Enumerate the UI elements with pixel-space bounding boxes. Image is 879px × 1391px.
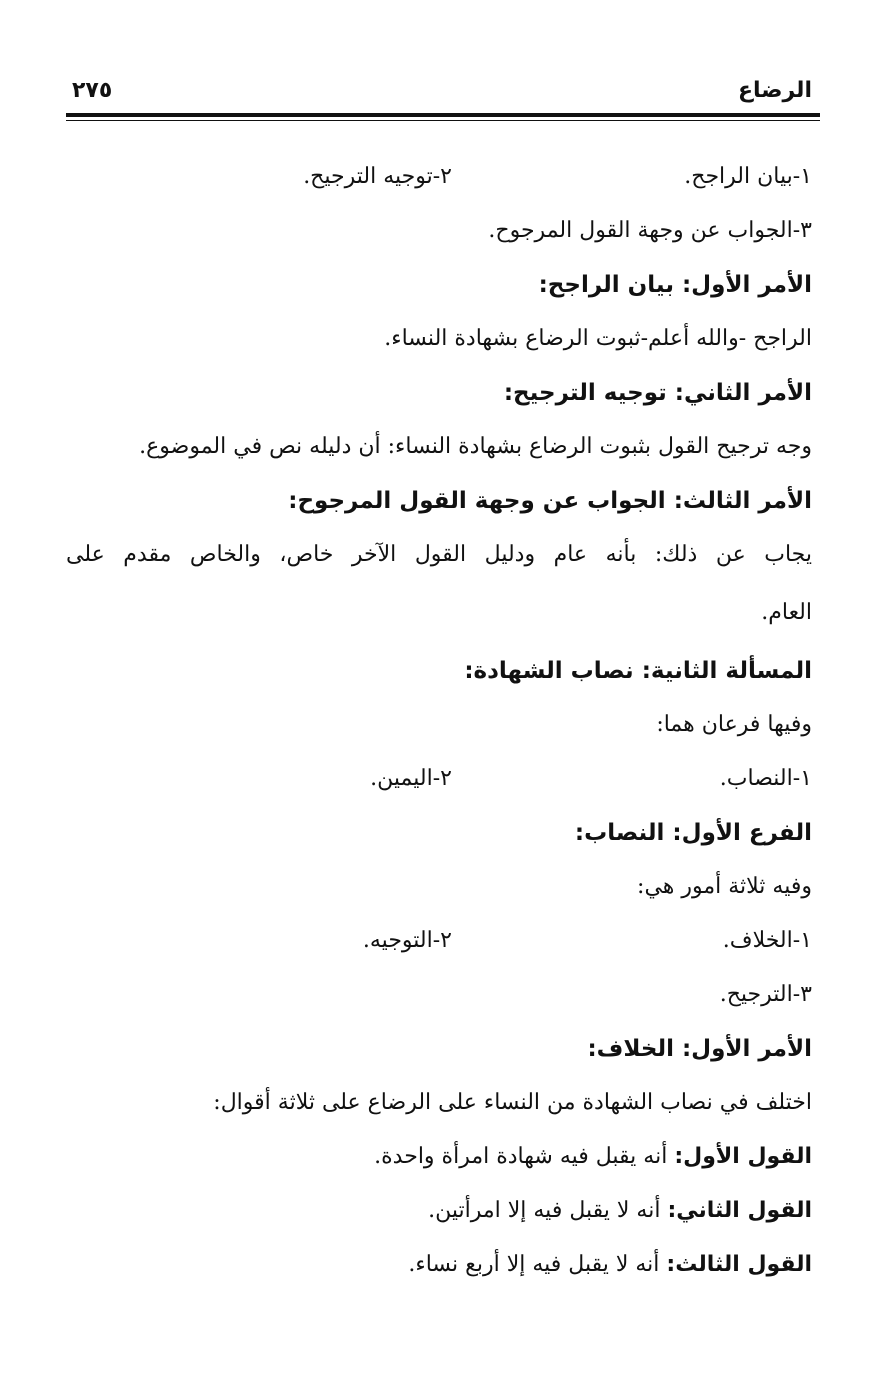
list-item: ١-بيان الراجح. xyxy=(684,164,812,189)
list-item: ١-النصاب. xyxy=(719,766,812,791)
list-item: ١-الخلاف. xyxy=(722,928,812,953)
paragraph: الراجح -والله أعلم-ثبوت الرضاع بشهادة النساء. xyxy=(384,326,812,351)
quote-line xyxy=(66,1238,812,1292)
quote-line xyxy=(66,1130,812,1184)
list-item: ٣-الترجيح. xyxy=(719,982,812,1007)
paragraph: اختلف في نصاب الشهادة من النساء على الرضاع على ثلاثة أقوال: xyxy=(213,1090,812,1115)
quote-label: القول الثالث: xyxy=(666,1252,812,1277)
section-heading: الأمر الثالث: الجواب عن وجهة القول المرجوح: xyxy=(288,488,812,514)
section-heading: الأمر الأول: بيان الراجح: xyxy=(538,272,812,298)
chapter-title: الرضاع xyxy=(737,78,812,103)
list-item: ٢-اليمين. xyxy=(370,766,452,791)
list-item: ٢-توجيه الترجيح. xyxy=(303,164,452,189)
list-row xyxy=(66,914,812,968)
page-body xyxy=(66,150,812,1292)
running-header xyxy=(66,78,812,118)
quote-line xyxy=(66,1184,812,1238)
section-heading: الأمر الأول: الخلاف: xyxy=(587,1036,812,1062)
quote-text: أنه لا يقبل فيه إلا أربع نساء. xyxy=(408,1252,667,1277)
quote-label: القول الأول: xyxy=(674,1144,812,1169)
paragraph: يجاب عن ذلك: بأنه عام ودليل القول الآخر خاص، والخاص مقدم على xyxy=(66,542,812,567)
header-rule-thin xyxy=(66,120,820,121)
list-item: ٢-التوجيه. xyxy=(362,928,452,953)
paragraph: وفيه ثلاثة أمور هي: xyxy=(637,874,812,899)
quote-text: أنه لا يقبل فيه إلا امرأتين. xyxy=(428,1198,668,1223)
page-number: ٢٧٥ xyxy=(72,78,113,103)
section-heading: المسألة الثانية: نصاب الشهادة: xyxy=(464,658,812,684)
section-heading: الفرع الأول: النصاب: xyxy=(574,820,812,846)
quote-label: القول الثاني: xyxy=(667,1198,812,1223)
list-row xyxy=(66,752,812,806)
list-item: ٣-الجواب عن وجهة القول المرجوح. xyxy=(488,218,812,243)
paragraph: وجه ترجيح القول بثبوت الرضاع بشهادة النساء: أن دليله نص في الموضوع. xyxy=(139,434,812,459)
section-heading: الأمر الثاني: توجيه الترجيح: xyxy=(503,380,812,406)
paragraph: العام. xyxy=(761,600,812,625)
paragraph: وفيها فرعان هما: xyxy=(656,712,812,737)
quote-text: أنه يقبل فيه شهادة امرأة واحدة. xyxy=(374,1144,675,1169)
list-row xyxy=(66,150,812,204)
header-rule-thick xyxy=(66,113,820,117)
